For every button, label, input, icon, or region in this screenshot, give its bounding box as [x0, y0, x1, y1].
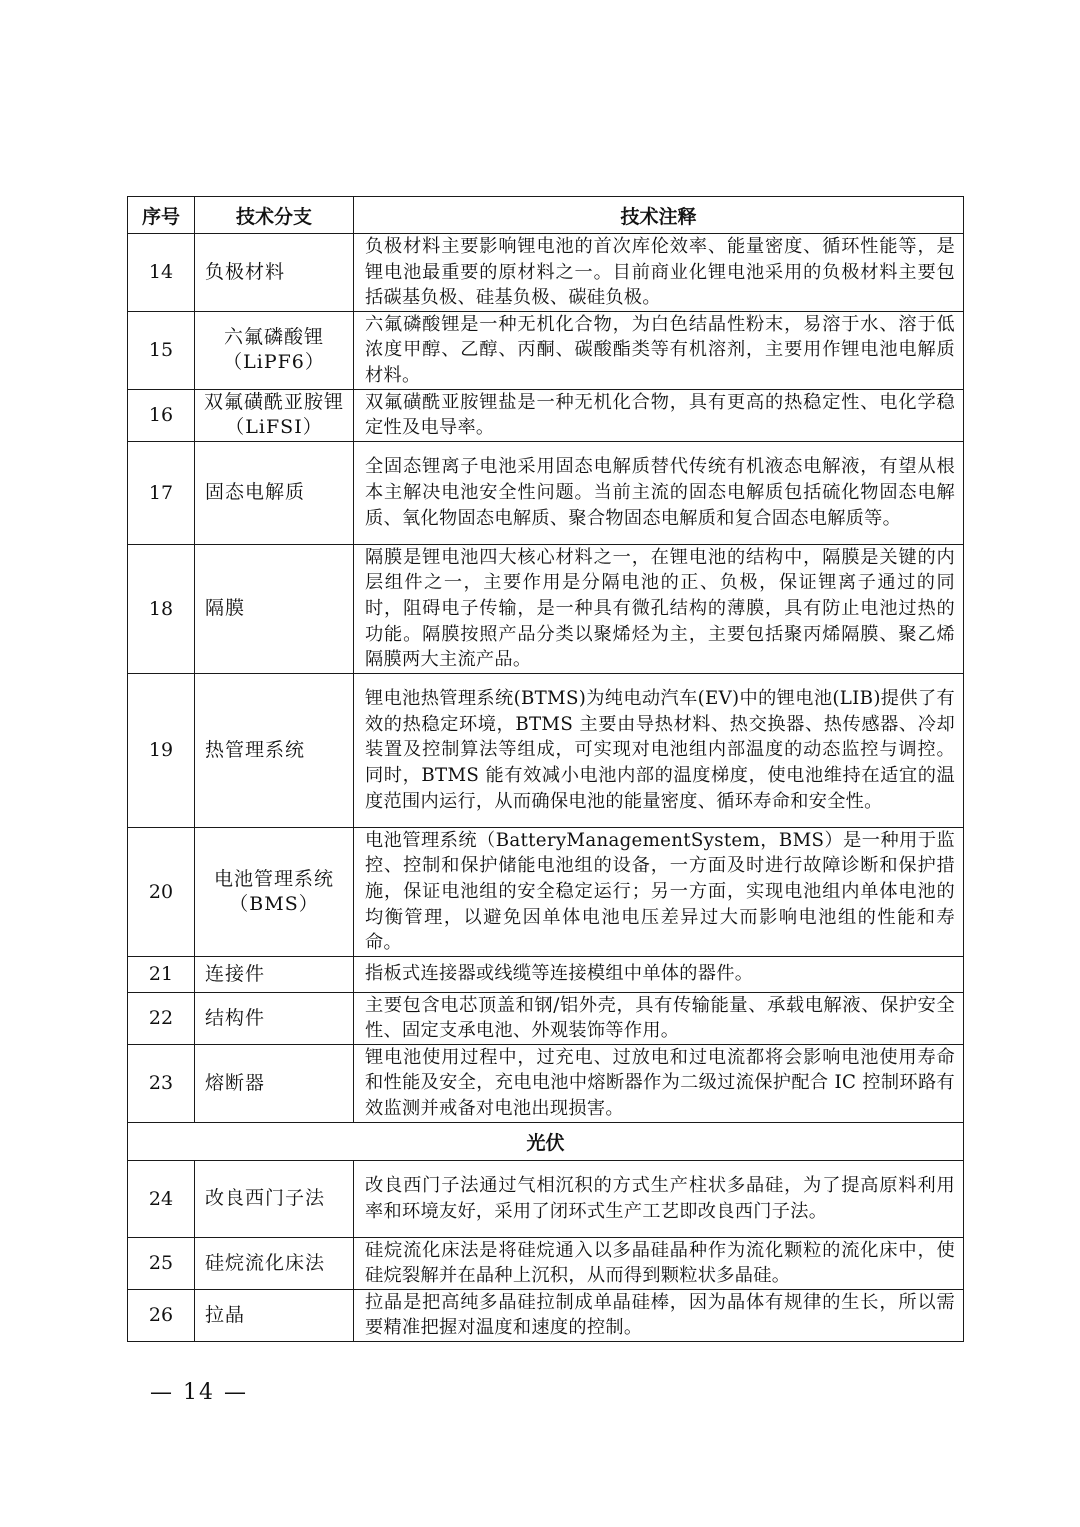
table-row: [128, 1237, 964, 1289]
row-number: 21: [128, 956, 195, 992]
table-row: [128, 673, 964, 827]
row-branch: 熔断器: [195, 1044, 354, 1122]
row-number: 20: [128, 827, 195, 956]
row-note: 锂电池使用过程中，过充电、过放电和过电流都将会影响电池使用寿命和性能及安全，充电电池中熔断器作为二级过流保护配合 IC 控制环路有效监测并戒备对电池出现损害。: [354, 1044, 964, 1122]
row-branch: 固态电解质: [195, 441, 354, 544]
row-number: 25: [128, 1237, 195, 1289]
row-note: 双氟磺酰亚胺锂盐是一种无机化合物，具有更高的热稳定性、电化学稳定性及电导率。: [354, 389, 964, 441]
row-number: 18: [128, 544, 195, 673]
table-row: [128, 956, 964, 992]
table-row: [128, 441, 964, 544]
row-note: 改良西门子法通过气相沉积的方式生产柱状多晶硅，为了提高原料利用率和环境友好，采用了闭环式生产工艺即改良西门子法。: [354, 1160, 964, 1237]
row-branch: 负极材料: [195, 234, 354, 312]
row-branch: 六氟磷酸锂（LiPF6）: [195, 311, 354, 389]
table-row: [128, 234, 964, 312]
row-branch: 热管理系统: [195, 673, 354, 827]
row-note: 锂电池热管理系统(BTMS)为纯电动汽车(EV)中的锂电池(LIB)提供了有效的热稳定环境，BTMS 主要由导热材料、热交换器、热传感器、冷却装置及控制算法等组成，可实现对电池组内部温度的动态监控与调控。同时，BTMS 能有效减小电池内部的温度梯度，使电池维持在适宜的温度范围内运行，从而确保电池的能量密度、循环寿命和安全性。: [354, 673, 964, 827]
page-number: — 14 —: [150, 1380, 248, 1405]
header-no: 序号: [128, 197, 195, 234]
row-branch: 隔膜: [195, 544, 354, 673]
row-note: 电池管理系统（BatteryManagementSystem，BMS）是一种用于监控、控制和保护储能电池组的设备，一方面及时进行故障诊断和保护措施，保证电池组的安全稳定运行；另一方面，实现电池组内单体电池的均衡管理，以避免因单体电池电压差异过大而影响电池组的性能和寿命。: [354, 827, 964, 956]
table-row: [128, 992, 964, 1044]
row-note: 隔膜是锂电池四大核心材料之一，在锂电池的结构中，隔膜是关键的内层组件之一，主要作用是分隔电池的正、负极，保证锂离子通过的同时，阻碍电子传输，是一种具有微孔结构的薄膜，具有防止电池过热的功能。隔膜按照产品分类以聚烯烃为主，主要包括聚丙烯隔膜、聚乙烯隔膜两大主流产品。: [354, 544, 964, 673]
row-branch: 连接件: [195, 956, 354, 992]
technology-table: [127, 196, 964, 1342]
row-number: 22: [128, 992, 195, 1044]
row-branch: 拉晶: [195, 1289, 354, 1341]
row-branch: 双氟磺酰亚胺锂（LiFSI）: [195, 389, 354, 441]
row-note: 全固态锂离子电池采用固态电解质替代传统有机液态电解液，有望从根本主解决电池安全性问题。当前主流的固态电解质包括硫化物固态电解质、氧化物固态电解质、聚合物固态电解质和复合固态电解质等。: [354, 441, 964, 544]
row-number: 17: [128, 441, 195, 544]
row-branch: 结构件: [195, 992, 354, 1044]
row-note: 负极材料主要影响锂电池的首次库伦效率、能量密度、循环性能等，是锂电池最重要的原材料之一。目前商业化锂电池采用的负极材料主要包括碳基负极、硅基负极、碳硅负极。: [354, 234, 964, 312]
table-row: [128, 311, 964, 389]
table-row: [128, 1044, 964, 1122]
row-note: 主要包含电芯顶盖和钢/铝外壳，具有传输能量、承载电解液、保护安全性、固定支承电池、外观装饰等作用。: [354, 992, 964, 1044]
table-header-row: [128, 197, 964, 234]
row-number: 14: [128, 234, 195, 312]
row-branch: 电池管理系统（BMS）: [195, 827, 354, 956]
table-row: [128, 1289, 964, 1341]
row-number: 19: [128, 673, 195, 827]
table-row: [128, 1160, 964, 1237]
row-note: 指板式连接器或线缆等连接模组中单体的器件。: [354, 956, 964, 992]
section-row-photovoltaic: [128, 1122, 964, 1160]
section-title: 光伏: [128, 1122, 964, 1160]
row-number: 16: [128, 389, 195, 441]
table-row: [128, 544, 964, 673]
row-number: 23: [128, 1044, 195, 1122]
row-branch: 硅烷流化床法: [195, 1237, 354, 1289]
row-note: 六氟磷酸锂是一种无机化合物，为白色结晶性粉末，易溶于水、溶于低浓度甲醇、乙醇、丙酮、碳酸酯类等有机溶剂，主要用作锂电池电解质材料。: [354, 311, 964, 389]
row-note: 硅烷流化床法是将硅烷通入以多晶硅晶种作为流化颗粒的流化床中，使硅烷裂解并在晶种上沉积，从而得到颗粒状多晶硅。: [354, 1237, 964, 1289]
header-branch: 技术分支: [195, 197, 354, 234]
row-number: 24: [128, 1160, 195, 1237]
header-note: 技术注释: [354, 197, 964, 234]
row-note: 拉晶是把高纯多晶硅拉制成单晶硅棒，因为晶体有规律的生长，所以需要精准把握对温度和速度的控制。: [354, 1289, 964, 1341]
row-number: 26: [128, 1289, 195, 1341]
table-row: [128, 389, 964, 441]
row-branch: 改良西门子法: [195, 1160, 354, 1237]
table-row: [128, 827, 964, 956]
row-number: 15: [128, 311, 195, 389]
